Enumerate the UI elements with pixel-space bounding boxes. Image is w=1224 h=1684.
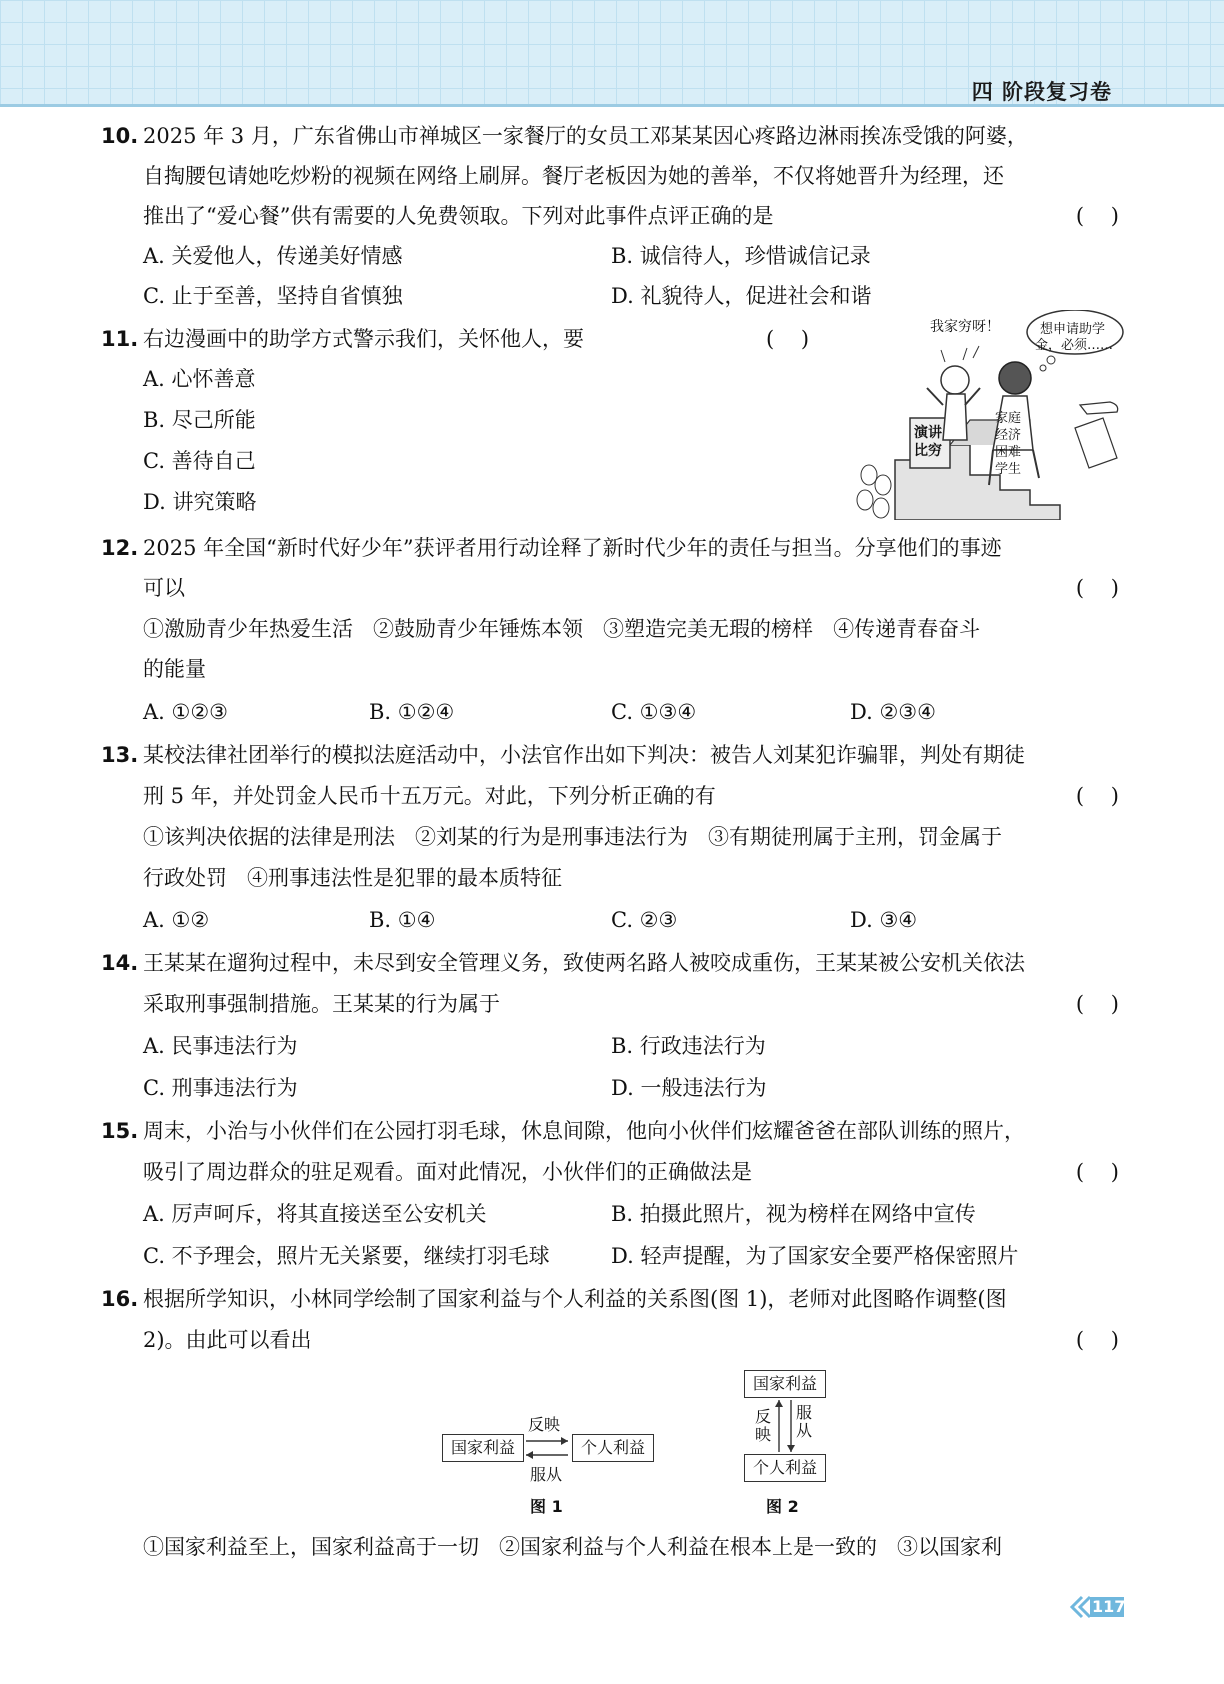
sign-label: 家庭 经济 困难 学生: [995, 411, 1022, 477]
option-b: B. 尽己所能: [143, 408, 256, 432]
option-c: C. 不予理会，照片无关紧要，继续打羽毛球: [143, 1244, 550, 1268]
question-number: 16.: [101, 1287, 139, 1311]
question-text: 根据所学知识，小林同学绘制了国家利益与个人利益的关系图(图 1)，老师对此图略作调整(图: [143, 1287, 1007, 1311]
figure-caption: 图 1: [530, 1497, 563, 1516]
option-b: B. ①④: [369, 908, 436, 932]
option-b: B. 诚信待人，珍惜诚信记录: [611, 244, 871, 268]
option-d: D. 礼貌待人，促进社会和谐: [611, 284, 872, 308]
label-obey: 服从: [530, 1465, 563, 1484]
question-text: 2)。由此可以看出: [143, 1328, 312, 1352]
option-a: A. 关爱他人，传递美好情感: [143, 244, 403, 268]
option-d: D. 一般违法行为: [611, 1076, 767, 1100]
question-text: ①国家利益至上，国家利益高于一切 ②国家利益与个人利益在根本上是一致的 ③以国家利: [143, 1535, 1003, 1559]
page-number-badge: [1068, 1595, 1124, 1619]
question-text: ①该判决依据的法律是刑法 ②刘某的行为是刑事违法行为 ③有期徒刑属于主刑，罚金属于: [143, 825, 1003, 849]
answer-blank: ( ): [766, 327, 810, 351]
option-a: A. ①②: [143, 908, 210, 932]
question-text: 自掏腰包请她吃炒粉的视频在网络上刷屏。餐厅老板因为她的善举，不仅将她晋升为经理，还: [143, 164, 1004, 188]
question-text: 的能量: [143, 657, 206, 681]
answer-blank: ( ): [1075, 576, 1119, 600]
question-text: 行政处罚 ④刑事违法性是犯罪的最本质特征: [143, 866, 563, 890]
thought-bubble-text: 金，必须……: [1035, 338, 1114, 353]
podium-label: 比穷: [914, 443, 942, 459]
question-text: 2025 年 3 月，广东省佛山市禅城区一家餐厅的女员工邓某某因心疼路边淋雨挨冻受饿的阿婆，: [143, 124, 1028, 148]
question-text: 吸引了周边群众的驻足观看。面对此情况，小伙伴们的正确做法是: [143, 1160, 752, 1184]
option-b: B. 行政违法行为: [611, 1034, 766, 1058]
option-c: C. 刑事违法行为: [143, 1076, 298, 1100]
question-number: 10.: [101, 124, 139, 148]
option-c: C. ②③: [611, 908, 678, 932]
figure-caption: 图 2: [766, 1497, 799, 1516]
question-text: 采取刑事强制措施。王某某的行为属于: [143, 992, 500, 1016]
option-d: D. ③④: [850, 908, 918, 932]
question-text: 王某某在遛狗过程中，未尽到安全管理义务，致使两名路人被咬成重伤，王某某被公安机关依法: [143, 951, 1025, 975]
question-text: 右边漫画中的助学方式警示我们，关怀他人，要: [143, 327, 584, 351]
question-text: 刑 5 年，并处罚金人民币十五万元。对此，下列分析正确的有: [143, 784, 716, 808]
page-number: 117: [1092, 1597, 1126, 1616]
figure-2: [740, 1368, 860, 1518]
thought-bubble-text: 想申请助学: [1040, 322, 1106, 337]
answer-blank: ( ): [1075, 1160, 1119, 1184]
question-text: 某校法律社团举行的模拟法庭活动中，小法官作出如下判决：被告人刘某犯诈骗罪，判处有期徒: [143, 743, 1025, 767]
option-c: C. 止于至善，坚持自省慎独: [143, 284, 403, 308]
option-b: B. ①②④: [369, 700, 455, 724]
figure-1: [440, 1408, 660, 1518]
label-reflect: 反映: [528, 1415, 561, 1434]
question-number: 15.: [101, 1119, 139, 1143]
option-b: B. 拍摄此照片，视为榜样在网络中宣传: [611, 1202, 976, 1226]
question-text: 周末，小治与小伙伴们在公园打羽毛球，休息间隙，他向小伙伴们炫耀爸爸在部队训练的照片，: [143, 1119, 1025, 1143]
option-d: D. 讲究策略: [143, 490, 257, 514]
answer-blank: ( ): [1075, 992, 1119, 1016]
option-a: A. 厉声呵斥，将其直接送至公安机关: [143, 1202, 487, 1226]
option-c: C. 善待自己: [143, 449, 256, 473]
question-text: 可以: [143, 576, 185, 600]
speech-bubble-text: 我家穷呀！: [930, 319, 1000, 335]
podium-label: 演讲: [914, 425, 942, 441]
box-national-interest: 国家利益: [744, 1370, 826, 1398]
question-number: 13.: [101, 743, 139, 767]
option-a: A. 民事违法行为: [143, 1034, 298, 1058]
label-obey: 服从: [796, 1403, 813, 1440]
question-text: 推出了“爱心餐”供有需要的人免费领取。下列对此事件点评正确的是: [143, 204, 774, 228]
box-national-interest: 国家利益: [442, 1434, 524, 1462]
answer-blank: ( ): [1075, 1328, 1119, 1352]
option-d: D. ②③④: [850, 700, 936, 724]
cartoon-illustration: [855, 310, 1125, 520]
box-personal-interest: 个人利益: [572, 1434, 654, 1462]
question-number: 11.: [101, 327, 139, 351]
answer-blank: ( ): [1075, 204, 1119, 228]
question-text: ①激励青少年热爱生活 ②鼓励青少年锤炼本领 ③塑造完美无瑕的榜样 ④传递青春奋斗: [143, 617, 981, 641]
option-d: D. 轻声提醒，为了国家安全要严格保密照片: [611, 1244, 1019, 1268]
box-personal-interest: 个人利益: [744, 1454, 826, 1482]
question-number: 14.: [101, 951, 139, 975]
option-a: A. ①②③: [143, 700, 228, 724]
label-reflect: 反映: [755, 1407, 772, 1444]
option-c: C. ①③④: [611, 700, 697, 724]
section-title: 四 阶段复习卷: [971, 80, 1112, 104]
answer-blank: ( ): [1075, 784, 1119, 808]
question-number: 12.: [101, 536, 139, 560]
option-a: A. 心怀善意: [143, 367, 256, 391]
question-text: 2025 年全国“新时代好少年”获评者用行动诠释了新时代少年的责任与担当。分享他们的事迹: [143, 536, 1002, 560]
